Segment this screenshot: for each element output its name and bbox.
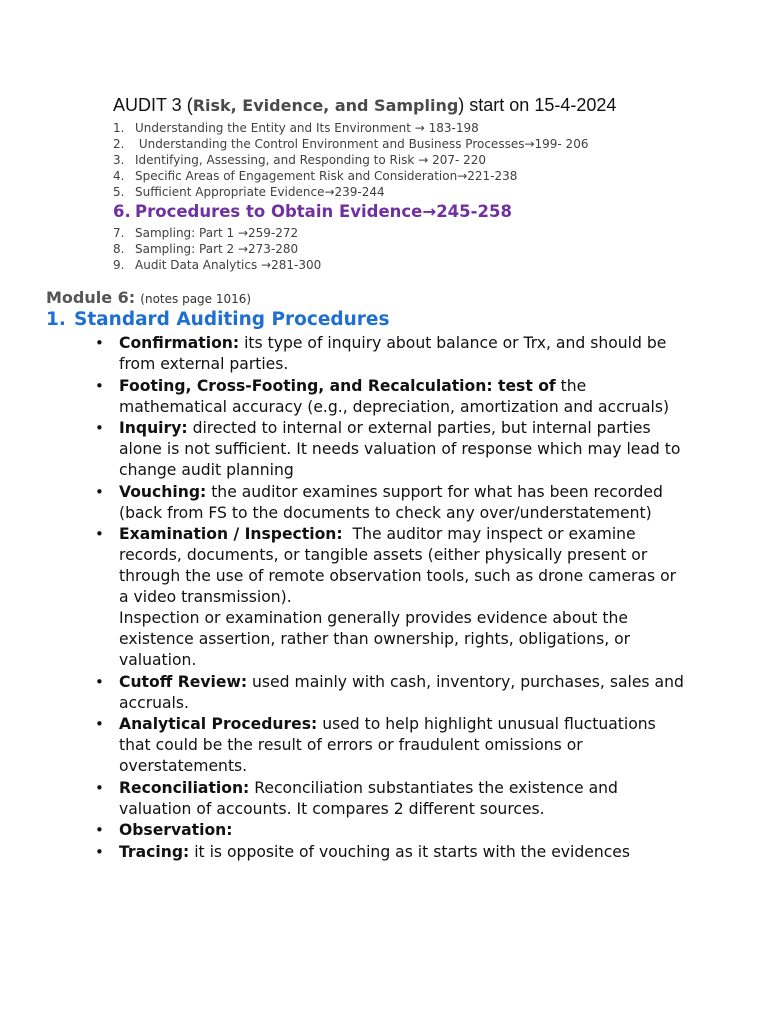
list-item	[95, 524, 685, 671]
toc-item-number: 1.	[113, 121, 125, 135]
toc-item	[113, 225, 588, 241]
procedure-term: Tracing:	[119, 842, 190, 861]
procedure-text: The auditor may inspect or examine records, documents, or tangible assets (either physically present or through the use of remote observation tools, such as drone cameras or a video transmission).	[119, 525, 682, 606]
toc-item	[113, 184, 588, 200]
procedure-term: Cutoff Review:	[119, 672, 248, 691]
toc-item-text: Understanding the Control Environment and Business Processes→199- 206	[135, 137, 589, 151]
procedure-term: Observation:	[119, 821, 233, 839]
list-item	[95, 842, 685, 863]
toc-item-text: Identifying, Assessing, and Responding to Risk → 207- 220	[135, 153, 487, 167]
list-item	[95, 672, 685, 714]
list-item	[95, 820, 685, 841]
procedure-term: Inquiry:	[119, 419, 188, 437]
bullet-icon: •	[95, 334, 104, 352]
list-item	[95, 418, 685, 481]
procedure-text: used to help highlight unusual fluctuations that could be the result of errors or fraudulent omissions or overstatements.	[119, 715, 656, 775]
list-item	[95, 376, 685, 418]
section-heading	[46, 309, 389, 330]
title-suffix: ) start on 15-4-2024	[458, 95, 617, 115]
toc-item-number: 6.	[113, 202, 131, 221]
toc-item	[113, 120, 588, 136]
module-note: (notes page 1016)	[140, 292, 252, 306]
procedure-text: directed to internal or external parties, but internal parties alone is not sufficient. It needs valuation of response which may lead to change audit planning	[119, 419, 681, 479]
bullet-icon: •	[95, 778, 104, 797]
list-item	[95, 714, 685, 777]
toc-item-text: Specific Areas of Engagement Risk and Consideration→221-238	[135, 169, 518, 183]
procedure-text: used mainly with cash, inventory, purchases, sales and accruals.	[119, 672, 684, 712]
procedures-list	[95, 333, 685, 863]
module-heading	[46, 288, 251, 307]
bullet-icon: •	[95, 419, 104, 437]
toc-item	[113, 257, 588, 273]
procedure-term: Analytical Procedures:	[119, 715, 318, 733]
procedure-text: its type of inquiry about balance or Trx, and should be from external parties.	[119, 334, 667, 373]
toc-item-number: 9.	[113, 258, 125, 272]
bullet-icon: •	[95, 842, 104, 861]
toc-item-number: 3.	[113, 153, 125, 167]
title-prefix: AUDIT 3 (	[113, 95, 193, 115]
toc-item-text: Sufficient Appropriate Evidence→239-244	[135, 185, 385, 199]
toc-item-number: 8.	[113, 242, 125, 256]
bullet-icon: •	[95, 715, 104, 733]
toc-item-text: Audit Data Analytics →281-300	[135, 258, 322, 272]
list-item	[95, 778, 685, 820]
toc-item-text: Understanding the Entity and Its Environment → 183-198	[135, 121, 479, 135]
toc-item-number: 5.	[113, 185, 125, 199]
toc-item-text: Sampling: Part 1 →259-272	[135, 226, 299, 240]
toc-item-number: 7.	[113, 226, 125, 240]
list-item	[95, 482, 685, 524]
bullet-icon: •	[95, 525, 104, 543]
toc-item-number: 4.	[113, 169, 125, 183]
procedure-term: Examination / Inspection:	[119, 525, 343, 543]
procedure-term: Footing, Cross-Footing, and Recalculation: test of	[119, 376, 556, 395]
procedure-extra-text: Inspection or examination generally provides evidence about the existence assertion, rather than ownership, rights, obligations, or valuation.	[119, 609, 631, 669]
toc-item	[113, 168, 588, 184]
toc-item	[113, 241, 588, 257]
toc-item	[113, 152, 588, 168]
section-title: Standard Auditing Procedures	[74, 309, 390, 330]
list-item	[95, 333, 685, 375]
bullet-icon: •	[95, 376, 104, 395]
procedure-text: the auditor examines support for what has been recorded (back from FS to the documents to check any over/understatement)	[119, 482, 663, 522]
toc-item-text: Procedures to Obtain Evidence→245-258	[135, 202, 512, 221]
document-title	[113, 95, 616, 116]
table-of-contents	[113, 120, 588, 273]
toc-item	[113, 136, 588, 152]
title-subject: Risk, Evidence, and Sampling	[192, 96, 459, 115]
toc-item-number: 2.	[113, 137, 125, 151]
procedure-term: Confirmation:	[119, 334, 240, 352]
toc-item-active	[113, 201, 588, 223]
procedure-term: Vouching:	[119, 482, 207, 501]
module-label: Module 6:	[46, 288, 136, 307]
procedure-text: the mathematical accuracy (e.g., depreciation, amortization and accruals)	[119, 376, 670, 416]
bullet-icon: •	[95, 821, 104, 839]
procedure-text: Reconciliation substantiates the existence and valuation of accounts. It compares 2 different sources.	[119, 778, 618, 818]
bullet-icon: •	[95, 482, 104, 501]
toc-item-text: Sampling: Part 2 →273-280	[135, 242, 299, 256]
bullet-icon: •	[95, 672, 104, 691]
section-number: 1.	[46, 309, 66, 330]
procedure-text: it is opposite of vouching as it starts with the evidences	[189, 842, 631, 861]
procedure-term: Reconciliation:	[119, 778, 250, 797]
